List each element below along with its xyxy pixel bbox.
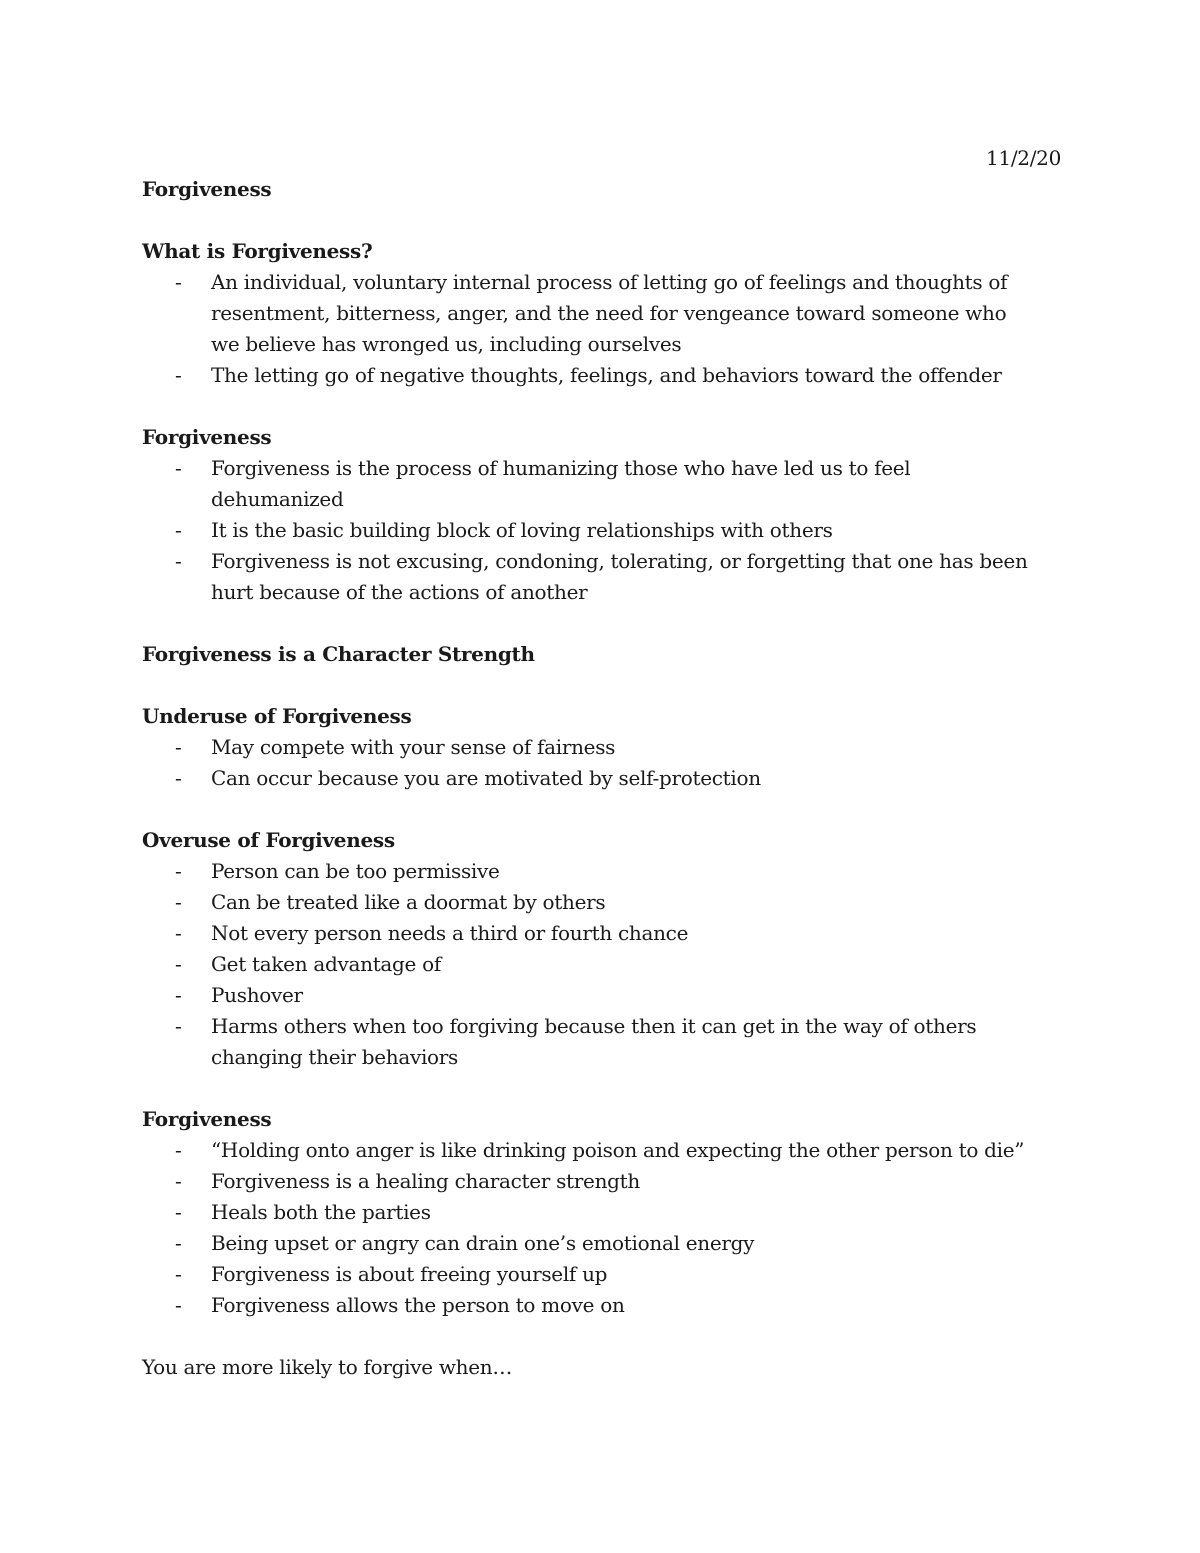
list-item-text: Harms others when too forgiving because then it can get in the way of others changing their behaviors xyxy=(211,1014,977,1069)
list-item xyxy=(142,949,1031,980)
bullet-dash: - xyxy=(175,859,182,883)
bullet-list xyxy=(142,453,1042,608)
list-item-text: The letting go of negative thoughts, feelings, and behaviors toward the offender xyxy=(211,363,1002,387)
closing-text: You are more likely to forgive when… xyxy=(142,1355,513,1379)
bullet-dash: - xyxy=(175,1138,182,1162)
list-item xyxy=(142,1135,1031,1166)
list-item xyxy=(142,267,1031,360)
section xyxy=(142,236,1042,391)
document-body xyxy=(142,174,1042,1383)
list-item-text: May compete with your sense of fairness xyxy=(211,735,616,759)
list-item xyxy=(142,980,1031,1011)
list-item-text: Can be treated like a doormat by others xyxy=(211,890,606,914)
spacer xyxy=(142,670,1042,701)
list-item xyxy=(142,763,1031,794)
list-item xyxy=(142,360,1031,391)
list-item xyxy=(142,515,1031,546)
list-item-text: Forgiveness is a healing character strength xyxy=(211,1169,640,1193)
list-item xyxy=(142,732,1031,763)
section-heading: Forgiveness xyxy=(142,1107,272,1131)
bullet-dash: - xyxy=(175,518,182,542)
spacer xyxy=(142,391,1042,422)
list-item-text: Pushover xyxy=(211,983,303,1007)
bullet-list xyxy=(142,267,1042,391)
section-heading: Forgiveness is a Character Strength xyxy=(142,642,535,666)
list-item xyxy=(142,1166,1031,1197)
bullet-list xyxy=(142,856,1042,1073)
bullet-dash: - xyxy=(175,983,182,1007)
bullet-dash: - xyxy=(175,921,182,945)
list-item xyxy=(142,1290,1031,1321)
list-item xyxy=(142,453,1031,515)
bullet-dash: - xyxy=(175,1200,182,1224)
section-heading: Forgiveness xyxy=(142,425,272,449)
bullet-dash: - xyxy=(175,1262,182,1286)
section xyxy=(142,701,1042,794)
bullet-dash: - xyxy=(175,1014,182,1038)
list-item-text: Forgiveness allows the person to move on xyxy=(211,1293,625,1317)
bullet-list xyxy=(142,732,1042,794)
bullet-dash: - xyxy=(175,735,182,759)
list-item xyxy=(142,856,1031,887)
spacer xyxy=(142,205,1042,236)
list-item-text: Heals both the parties xyxy=(211,1200,431,1224)
list-item-text: Being upset or angry can drain one’s emotional energy xyxy=(211,1231,755,1255)
list-item xyxy=(142,1228,1031,1259)
list-item-text: Forgiveness is the process of humanizing those who have led us to feel dehumanized xyxy=(211,456,911,511)
bullet-dash: - xyxy=(175,1169,182,1193)
bullet-dash: - xyxy=(175,363,182,387)
list-item-text: Forgiveness is not excusing, condoning, tolerating, or forgetting that one has been hurt because of the actions of another xyxy=(211,549,1028,604)
bullet-dash: - xyxy=(175,456,182,480)
bullet-dash: - xyxy=(175,549,182,573)
bullet-dash: - xyxy=(175,1293,182,1317)
section xyxy=(142,1104,1042,1321)
list-item xyxy=(142,1197,1031,1228)
list-item-text: Get taken advantage of xyxy=(211,952,441,976)
bullet-dash: - xyxy=(175,890,182,914)
document-date: 11/2/20 xyxy=(986,146,1061,170)
list-item xyxy=(142,546,1031,608)
list-item xyxy=(142,887,1031,918)
section xyxy=(142,639,1042,670)
spacer xyxy=(142,1321,1042,1352)
list-item xyxy=(142,918,1031,949)
section-heading: Underuse of Forgiveness xyxy=(142,704,412,728)
bullet-dash: - xyxy=(175,1231,182,1255)
list-item-text: It is the basic building block of loving relationships with others xyxy=(211,518,833,542)
list-item-text: “Holding onto anger is like drinking poison and expecting the other person to die” xyxy=(211,1138,1025,1162)
spacer xyxy=(142,1073,1042,1104)
bullet-dash: - xyxy=(175,766,182,790)
section xyxy=(142,422,1042,608)
list-item xyxy=(142,1011,1031,1073)
list-item xyxy=(142,1259,1031,1290)
spacer xyxy=(142,794,1042,825)
list-item-text: Can occur because you are motivated by self-protection xyxy=(211,766,761,790)
bullet-dash: - xyxy=(175,952,182,976)
list-item-text: An individual, voluntary internal process of letting go of feelings and thoughts of resentment, bitterness, anger, and the need for vengeance toward someone who we believe has wronged us, including ourselves xyxy=(211,270,1008,356)
list-item-text: Forgiveness is about freeing yourself up xyxy=(211,1262,608,1286)
document-title: Forgiveness xyxy=(142,177,272,201)
section-heading: What is Forgiveness? xyxy=(142,239,373,263)
section-heading: Overuse of Forgiveness xyxy=(142,828,395,852)
list-item-text: Person can be too permissive xyxy=(211,859,500,883)
bullet-list xyxy=(142,1135,1042,1321)
list-item-text: Not every person needs a third or fourth chance xyxy=(211,921,689,945)
spacer xyxy=(142,608,1042,639)
section xyxy=(142,825,1042,1073)
bullet-dash: - xyxy=(175,270,182,294)
